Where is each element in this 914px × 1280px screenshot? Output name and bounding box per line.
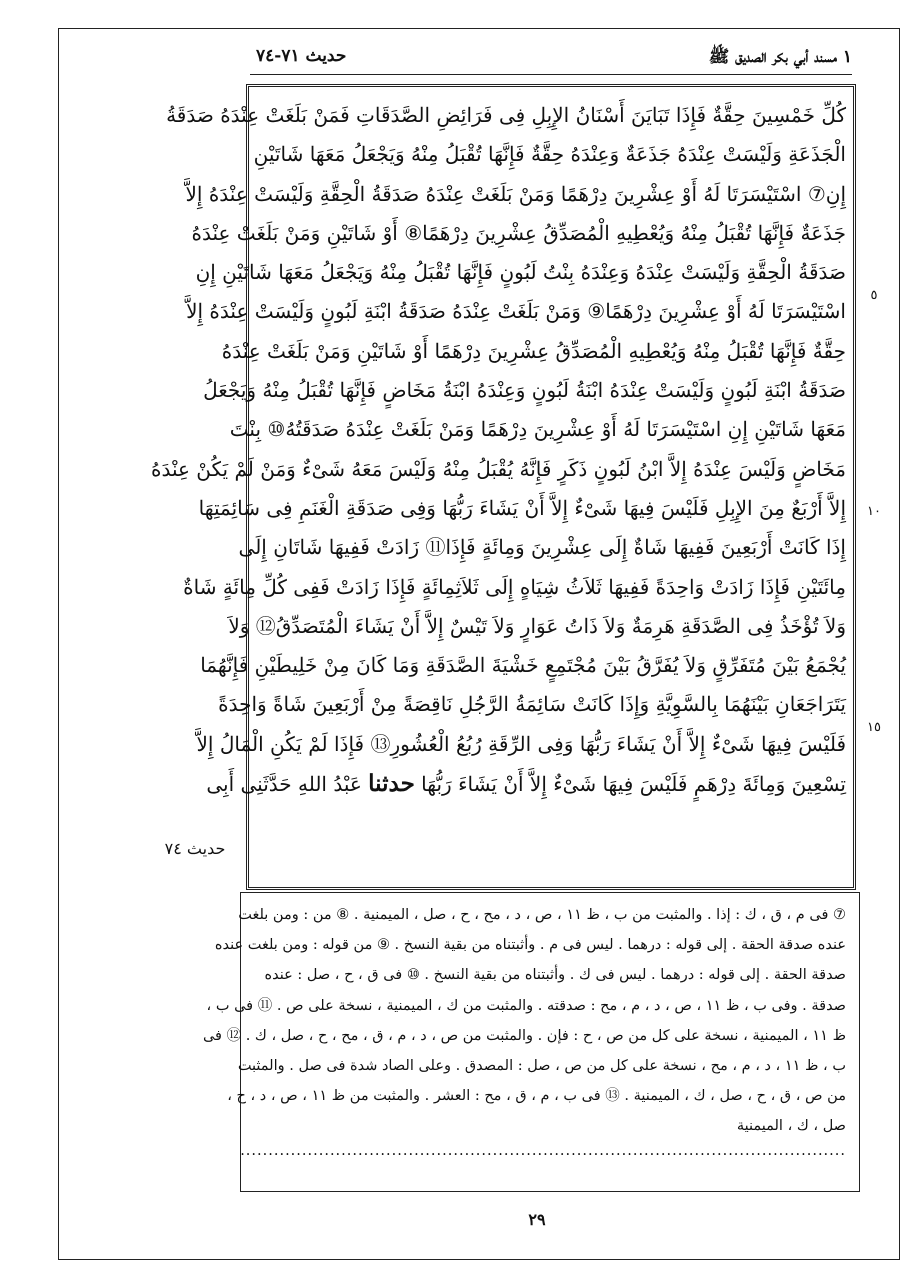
text-line: فَلَيْسَ فِيهَا شَىْءٌ إِلاَّ أَنْ يَشَاءَ رَبُّهَا وَفِى الرِّقَةِ رُبُعُ الْعُشُورِ⑬ فَإِذَا لَمْ يَكُنِ الْمَالُ إِلاَّ: [196, 731, 846, 756]
text-line: وَلاَ تُؤْخَذُ فِى الصَّدَقَةِ هَرِمَةٌ وَلاَ ذَاتُ عَوَارٍ وَلاَ تَيْسٌ إِلاَّ أَنْ يَشَاءَ الْمُتَصَدِّقُ⑫ وَلاَ: [228, 613, 846, 638]
text-line: صَدَقَةُ الْحِقَّةِ وَلَيْسَتْ عِنْدَهُ وَعِنْدَهُ بِنْتُ لَبُونٍ فَإِنَّهَا تُقْبَلُ مِنْهُ وَيَجْعَلُ مَعَهَا شَاتَيْنِ إِنِ: [195, 260, 846, 285]
text-line: جَذَعَةٌ فَإِنَّهَا تُقْبَلُ مِنْهُ وَيُعْطِيهِ الْمُصَدِّقُ عِشْرِينَ دِرْهَمًا⑧ أَوْ شَاتَيْنِ وَمَنْ بَلَغَتْ عِنْدَهُ: [191, 220, 846, 245]
book-title: ١ مسند أبي بكر الصديق ﷺ: [708, 47, 852, 67]
text-line-last-start: تِسْعِينَ وَمِائَةَ دِرْهَمٍ فَلَيْسَ فِيهَا شَىْءٌ إِلاَّ أَنْ يَشَاءَ رَبُّهَا: [421, 772, 846, 797]
text-line: مَخَاضٍ وَلَيْسَ عِنْدَهُ إِلاَّ ابْنُ لَبُونٍ ذَكَرٍ فَإِنَّهُ يُقْبَلُ مِنْهُ وَلَيْسَ مَعَهُ شَىْءٌ وَمَنْ لَمْ يَكُنْ عِنْدَهُ: [150, 456, 846, 481]
text-line: إِلاَّ أَرْبَعٌ مِنَ الإِبِلِ فَلَيْسَ فِيهَا شَىْءٌ إِلاَّ أَنْ يَشَاءَ رَبُّهَا وَفِى صَدَقَةِ الْغَنَمِ فِى سَائِمَتِهَا: [198, 495, 846, 520]
line-numbers: [856, 96, 892, 882]
text-line: حِقَّةٌ فَإِنَّهَا تُقْبَلُ مِنْهُ وَيُعْطِيهِ الْمُصَدِّقُ عِشْرِينَ دِرْهَمًا أَوْ شَاتَيْنِ وَمَنْ بَلَغَتْ عِنْدَهُ: [221, 338, 846, 363]
footnote-line: عنده صدقة الحقة . إلى قوله : درهما . ليس فى م . وأثبتناه من بقية النسخ . ⑨ من قوله : ومن بلغت عنده: [214, 937, 846, 954]
footnote-line: صدقة الحقة . إلى قوله : درهما . ليس فى ك . وأثبتناه من بقية النسخ . ⑩ فى ق ، ح ، صل : عنده: [264, 967, 846, 984]
page-number: ٢٩: [528, 1210, 546, 1229]
line-number-15: ١٥: [867, 720, 881, 735]
text-line-last-tail: عَبْدُ اللهِ حَدَّثَنِى أَبِى: [206, 772, 362, 797]
text-line: الْجَذَعَةِ وَلَيْسَتْ عِنْدَهُ جَذَعَةٌ وَعِنْدَهُ حِقَّةٌ فَإِنَّهَا تُقْبَلُ مِنْهُ وَيَجْعَلُ مَعَهَا شَاتَيْنِ: [253, 142, 846, 167]
line-number-5: ٥: [870, 288, 878, 303]
footnote-line: صل ، ك ، الميمنية: [736, 1118, 846, 1135]
dotted-leader: ............................................................................................................: [240, 1142, 846, 1159]
footnote-line: صدقة . وفى ب ، ظ ١١ ، ص ، د ، م ، مح : صدقته . والمثبت من ك ، الميمنية ، نسخة على ص . ⑪ فى ب ،: [206, 997, 846, 1014]
text-line: يَتَرَاجَعَانِ بَيْنَهُمَا بِالسَّوِيَّةِ وَإِذَا كَانَتْ سَائِمَةُ الرَّجُلِ نَاقِصَةً مِنْ أَرْبَعِينَ شَاةً وَاحِدَةً: [218, 692, 846, 717]
text-line: صَدَقَةُ ابْنَةِ لَبُونٍ وَلَيْسَتْ عِنْدَهُ ابْنَةُ لَبُونٍ وَعِنْدَهُ ابْنَةُ مَخَاضٍ فَإِنَّهَا تُقْبَلُ مِنْهُ وَيَجْعَلُ: [203, 378, 846, 403]
text-line-last: [206, 764, 846, 803]
text-line: يُجْمَعُ بَيْنَ مُتَفَرِّقٍ وَلاَ يُفَرَّقُ بَيْنَ مُجْتَمِعٍ خَشْيَةَ الصَّدَقَةِ وَمَا كَانَ مِنْ خَلِيطَيْنِ فَإِنَّهُمَا: [200, 653, 846, 678]
hadith-range: حديث ٧١-٧٤: [256, 46, 347, 66]
line-number-10: ١٠: [867, 504, 881, 519]
text-line: إِذَا كَانَتْ أَرْبَعِينَ فَفِيهَا شَاةٌ إِلَى عِشْرِينَ وَمِائَةٍ فَإِذَا⑪ زَادَتْ فَفِيهَا شَاتَانِ إِلَى: [238, 535, 846, 560]
text-line: كُلِّ خَمْسِينَ حِقَّةٌ فَإِذَا تَبَايَنَ أَسْنَانُ الإِبِلِ فِى فَرَائِضِ الصَّدَقَاتِ فَمَنْ بَلَغَتْ عِنْدَهُ صَدَقَةُ: [166, 103, 846, 127]
hadith-marker: حديث ٧٤: [164, 839, 226, 858]
text-line: اسْتَيْسَرَتَا لَهُ أَوْ عِشْرِينَ دِرْهَمًا⑨ وَمَنْ بَلَغَتْ عِنْدَهُ صَدَقَةُ ابْنَةِ لَبُونٍ وَلَيْسَتْ عِنْدَهُ إِلاَّ: [186, 299, 846, 324]
footnote-line: ⑦ فى م ، ق ، ك : إذا . والمثبت من ب ، ظ ١١ ، ص ، د ، مح ، ح ، صل ، الميمنية . ⑧ من : ومن بلغت: [238, 907, 846, 923]
text-line: إِنِ⑦ اسْتَيْسَرَتَا لَهُ أَوْ عِشْرِينَ دِرْهَمًا وَمَنْ بَلَغَتْ عِنْدَهُ صَدَقَةُ الْحِقَّةِ وَلَيْسَتْ عِنْدَهُ إِلاَّ: [185, 181, 846, 206]
footnote-line: ب ، ظ ١١ ، د ، م ، مح ، نسخة على كل من ص ، صل : المصدق . وعلى الصاد شدة فى صل . والمثبت: [237, 1057, 846, 1074]
running-head: [250, 46, 852, 72]
text-line: مَعَهَا شَاتَيْنِ إِنِ اسْتَيْسَرَتَا لَهُ أَوْ عِشْرِينَ دِرْهَمًا وَمَنْ بَلَغَتْ عِنْدَهُ صَدَقَتُهُ⑩ بِنْتَ: [229, 417, 846, 442]
hadith-keyword: حدثنا: [368, 770, 415, 798]
footnote-line: من ص ، ق ، ح ، صل ، ك ، الميمنية . ⑬ فى ب ، م ، ق ، مح : العشر . والمثبت من ظ ١١ ، ص ، د ، ح ،: [227, 1088, 846, 1105]
header-rule: [250, 74, 852, 75]
footnotes: [202, 900, 846, 1184]
footnote-line: ظ ١١ ، الميمنية ، نسخة على كل من ص ، ح : فإن . والمثبت من ص ، د ، م ، ق ، مح ، ح ، صل ، ك . ⑫ فى: [202, 1027, 846, 1044]
text-line: مِائَتَيْنِ فَإِذَا زَادَتْ وَاحِدَةً فَفِيهَا ثَلاَثُ شِيَاهٍ إِلَى ثَلاَثِمِائَةٍ فَإِذَا زَادَتْ فَفِى كُلِّ مِائَةٍ شَاةٌ: [183, 574, 846, 599]
